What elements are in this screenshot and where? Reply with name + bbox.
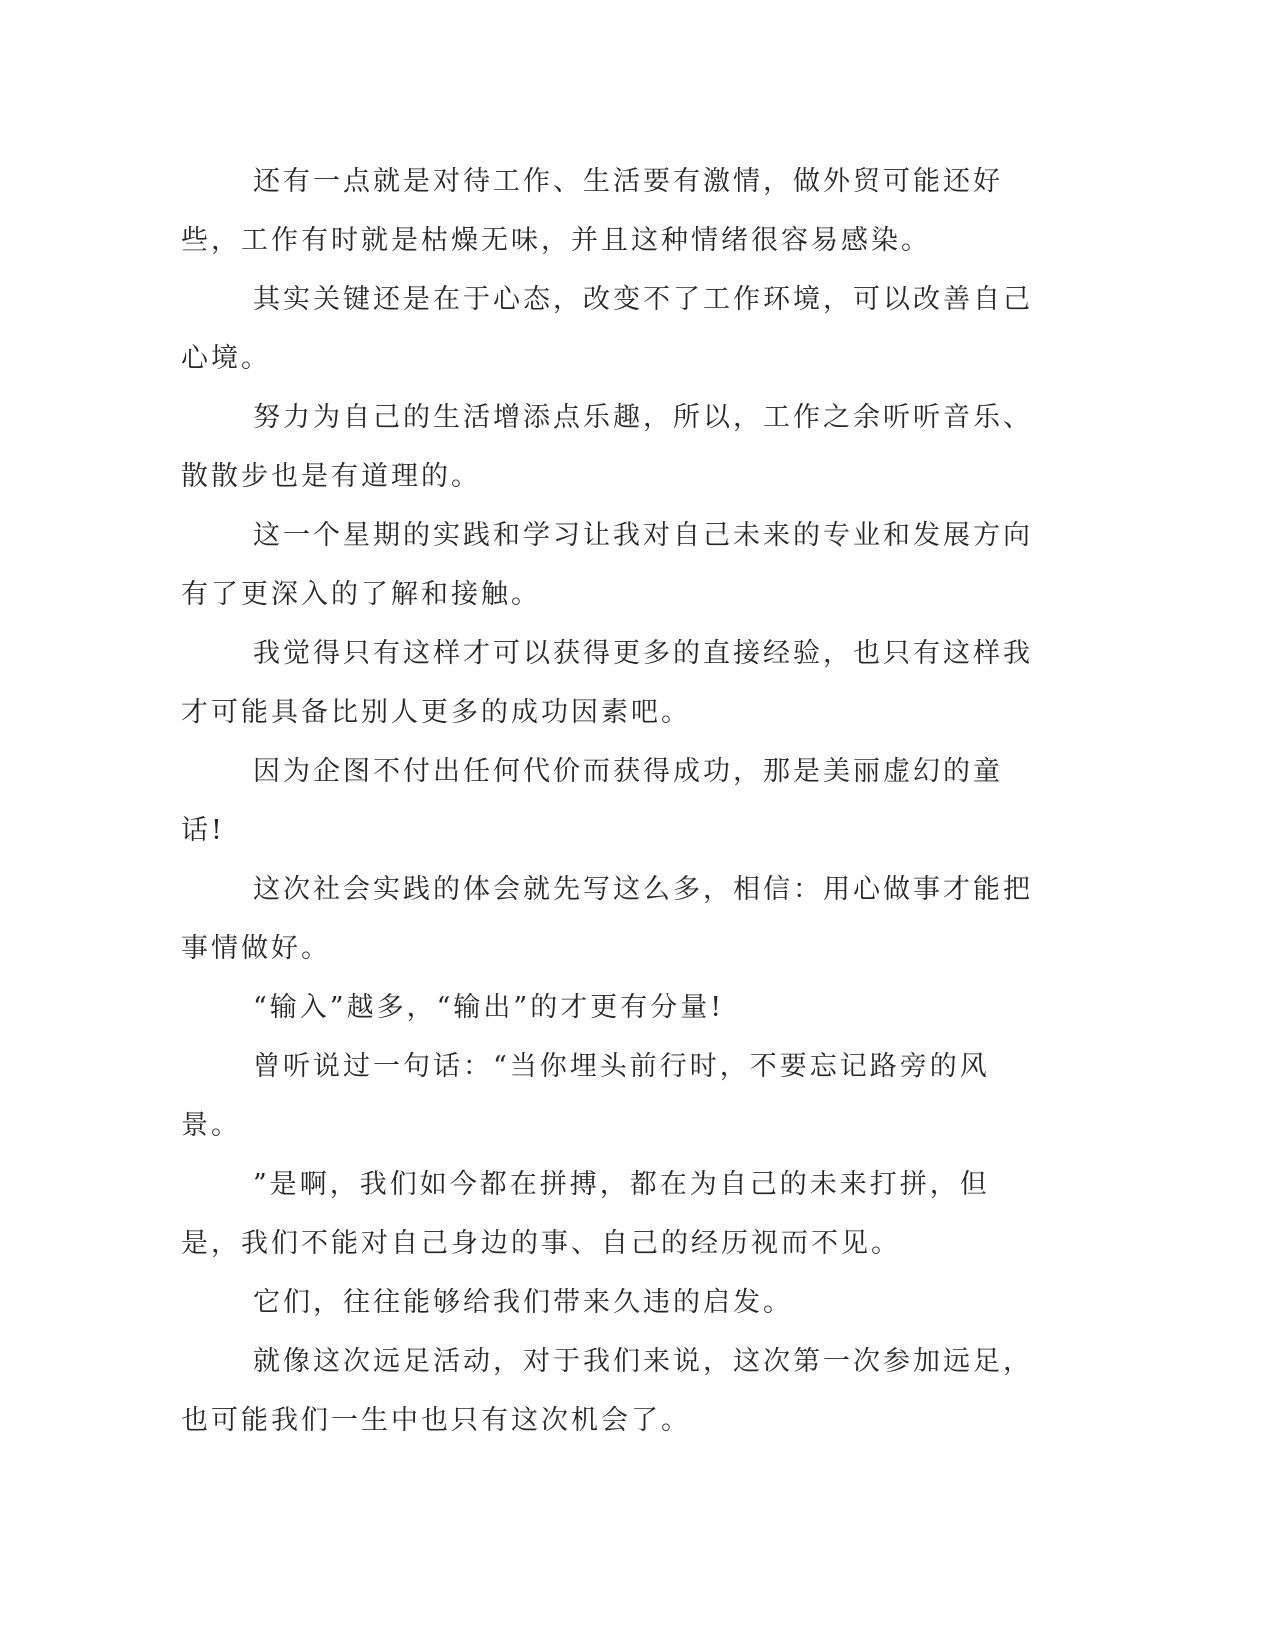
paragraph-7: 这次社会实践的体会就先写这么多，相信：用心做事才能把事情做好。 [181,874,1033,964]
paragraph-3: 努力为自己的生活增添点乐趣，所以，工作之余听听音乐、散散步也是有道理的。 [181,402,1033,492]
paragraph-2: 其实关键还是在于心态，改变不了工作环境，可以改善自己心境。 [181,284,1033,374]
paragraph-8: “输入”越多，“输出”的才更有分量! [253,992,725,1023]
paragraph-11: 它们，往往能够给我们带来久违的启发。 [253,1287,793,1318]
paragraph-10: ”是啊，我们如今都在拼搏，都在为自己的未来打拼，但是，我们不能对自己身边的事、自己的经历视而不见。 [181,1169,990,1259]
paragraph-5: 我觉得只有这样才可以获得更多的直接经验，也只有这样我才可能具备比别人更多的成功因素吧。 [181,638,1033,728]
paragraph-12: 就像这次远足活动，对于我们来说，这次第一次参加远足，也可能我们一生中也只有这次机会了。 [181,1346,1033,1436]
document-body [181,152,1037,1450]
paragraph-9: 曾听说过一句话：“当你埋头前行时，不要忘记路旁的风景。 [181,1051,990,1141]
paragraph-6: 因为企图不付出任何代价而获得成功，那是美丽虚幻的童话! [181,756,1003,846]
paragraph-1: 还有一点就是对待工作、生活要有激情，做外贸可能还好些，工作有时就是枯燥无味，并且这种情绪很容易感染。 [181,166,1003,256]
paragraph-4: 这一个星期的实践和学习让我对自己未来的专业和发展方向有了更深入的了解和接触。 [181,520,1033,610]
